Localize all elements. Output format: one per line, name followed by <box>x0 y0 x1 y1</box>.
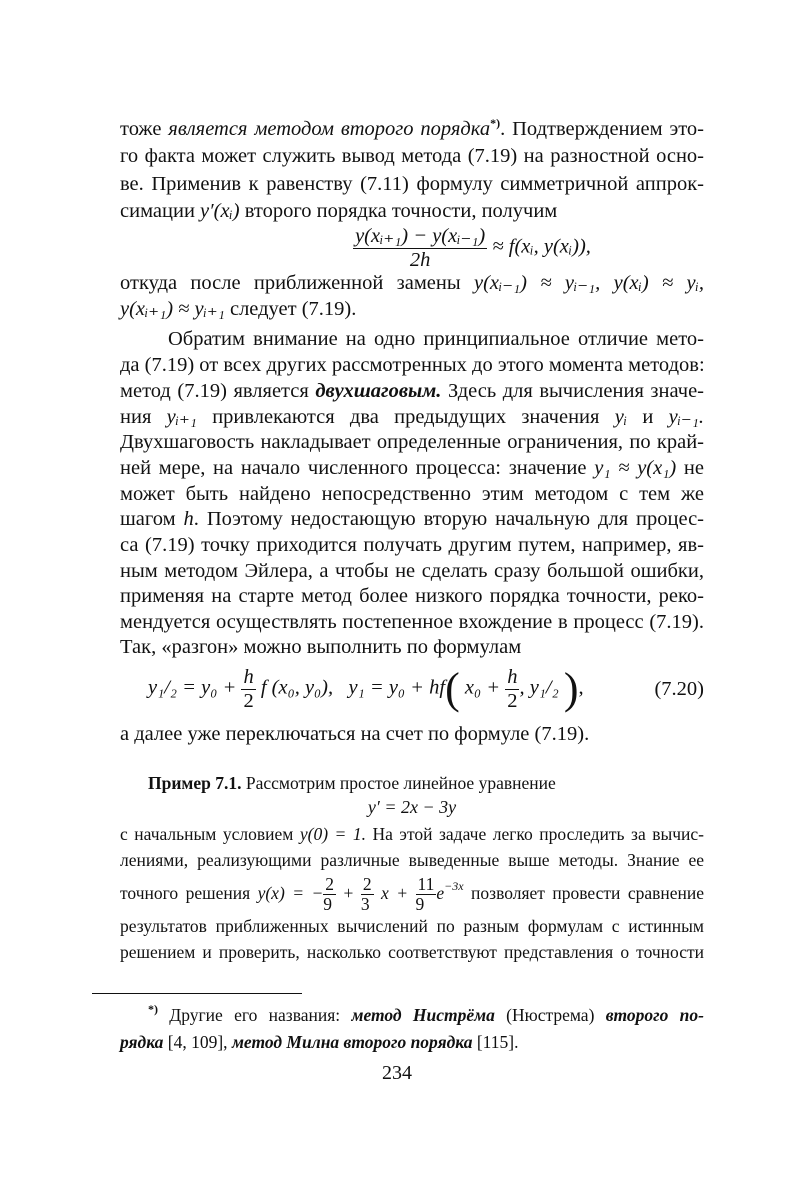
fraction <box>353 226 487 270</box>
math: y(xᵢ) ≈ yᵢ, <box>613 272 705 294</box>
math: y₁/₂ = y₀ + <box>148 676 242 699</box>
text: с начальным условием <box>120 824 294 844</box>
text: ней мере, на начало численного процесса: значение <box>120 457 587 479</box>
text: второго порядка точности, получим <box>239 200 558 222</box>
text: и <box>642 406 654 428</box>
math: y(0) = 1. <box>299 824 366 844</box>
text-line <box>120 822 704 847</box>
math: y₁ = y₀ + hf <box>348 676 446 699</box>
text-line <box>120 271 704 296</box>
emphasis-text: метод Нистрёма <box>351 1005 495 1025</box>
emphasis-text: двухшаговым. <box>315 380 442 402</box>
text-line: ве. Применив к равенству (7.11) формулу симметричной аппрок- <box>120 173 704 195</box>
emphasis-text: второго по- <box>605 1005 704 1025</box>
math: y(xᵢ₊₁) ≈ yᵢ₊₁ <box>120 298 225 320</box>
math: ≈ f(xᵢ, y(xᵢ)), <box>487 235 591 258</box>
page-number: 234 <box>382 1062 412 1084</box>
text: позволяет провести сравнение <box>471 883 705 903</box>
equation-7-20-row <box>120 664 704 714</box>
math: yᵢ <box>614 406 628 428</box>
text-line: применяя на старте метод более низкого порядка точности, реко- <box>120 585 704 607</box>
text-line <box>120 405 704 430</box>
text: привлекаются два предыдущих значения <box>212 406 600 428</box>
text-line: да (7.19) от всех других рассмотренных до этого момента методов: <box>120 354 705 376</box>
math: f (x₀, y₀), <box>260 676 334 699</box>
math: e <box>436 883 445 903</box>
denominator: 9 <box>323 894 333 915</box>
emphasis-text: рядка <box>120 1032 164 1052</box>
exact-solution <box>257 873 464 915</box>
math: y₁ ≈ y(x₁) <box>594 457 677 479</box>
emphasis-text: метод Милна второго порядка <box>231 1032 473 1052</box>
text: следует (7.19). <box>224 298 357 320</box>
text: Другие его названия: <box>158 1005 352 1025</box>
fraction <box>415 873 437 915</box>
math: y′(xᵢ) <box>200 200 240 222</box>
math: y′ = 2x − 3y <box>367 797 457 817</box>
denominator: 2h <box>409 248 431 271</box>
text: Рассмотрим простое линейное уравнение <box>241 773 556 793</box>
text-line <box>120 873 705 915</box>
text: [115]. <box>472 1032 519 1052</box>
text: шагом <box>120 508 184 530</box>
text-line: са (7.19) точку приходится получать другим путем, например, яв- <box>120 534 704 556</box>
text: ния <box>120 406 152 428</box>
footnote-line <box>120 1030 704 1055</box>
text: тоже <box>120 118 169 140</box>
fraction <box>505 667 519 711</box>
left-paren: ( <box>445 664 460 713</box>
text-line <box>120 456 704 481</box>
equation-ode <box>120 798 704 818</box>
denominator: 2 <box>507 689 518 712</box>
text: не <box>683 457 704 479</box>
text: . Поэтому недостающую вторую начальную для процес- <box>193 508 704 530</box>
text-line: результатов приближенных вычислений по разным формулам с истинным <box>120 916 704 936</box>
footnote-ref: *) <box>490 116 501 130</box>
example-heading <box>148 771 732 796</box>
exponent: −3x <box>444 879 464 893</box>
text-line <box>120 297 704 322</box>
math: x₀ + <box>459 676 506 699</box>
text-line: решением и проверить, насколько соответствуют представления о точности <box>120 942 704 962</box>
text-line: Так, «разгон» можно выполнить по формулам <box>120 636 522 658</box>
denominator: 9 <box>415 894 425 915</box>
text: Здесь для вычисления значе- <box>441 380 704 402</box>
math: + <box>336 883 361 903</box>
math: , y₁/₂ <box>519 676 564 699</box>
footnote-line <box>120 1003 704 1028</box>
math: , <box>578 676 584 699</box>
emphasis-text: является методом второго порядка <box>168 118 491 140</box>
numerator: 11 <box>417 873 435 894</box>
text-line: Двухшаговость накладывает определенные ограничения, по край- <box>120 431 704 453</box>
text: метод (7.19) является <box>120 380 316 402</box>
denominator: 3 <box>360 894 370 915</box>
text-line: го факта может служить вывод метода (7.19) на разностной осно- <box>120 145 704 167</box>
right-paren: ) <box>563 664 579 713</box>
text: На этой задаче легко проследить за вычис- <box>372 824 705 844</box>
text-line <box>120 199 704 224</box>
math: y(x) = − <box>257 883 324 903</box>
equation-difference <box>180 226 764 270</box>
text-line: Обратим внимание на одно принципиальное отличие мето- <box>168 328 704 350</box>
footnote-divider <box>92 993 302 994</box>
math: h <box>183 508 194 530</box>
text: точного решения <box>120 883 251 903</box>
example-title: Пример 7.1. <box>148 773 242 793</box>
text: . Подтверждением это- <box>500 118 705 140</box>
math: y(xᵢ₋₁) ≈ yᵢ₋₁, <box>473 272 601 294</box>
text-line: мендуется осуществлять постепенное вхождение в процесс (7.19). <box>120 611 704 633</box>
denominator: 2 <box>243 689 254 712</box>
math: yᵢ₊₁ <box>166 406 197 428</box>
equation-7-20 <box>120 664 584 713</box>
fraction <box>241 667 255 711</box>
numerator: h <box>243 666 254 688</box>
fraction <box>360 873 374 915</box>
text-line: лениями, реализующими различные выведенные выше методы. Знание ее <box>120 850 704 870</box>
text: [4, 109], <box>163 1032 232 1052</box>
text-line: а далее уже переключаться на счет по формуле (7.19). <box>120 723 590 745</box>
text-line <box>120 507 704 532</box>
text-line <box>120 117 704 142</box>
footnote-mark: *) <box>148 1002 158 1016</box>
equation-number: (7.20) <box>654 677 704 700</box>
text-line <box>120 379 704 404</box>
text-line: ным методом Эйлера, а чтобы не сделать сразу большой ошибки, <box>120 560 704 582</box>
text: симации <box>120 200 201 222</box>
fraction <box>323 873 336 915</box>
numerator: y(xᵢ₊₁) − y(xᵢ₋₁) <box>355 225 486 247</box>
text: (Нюстрема) <box>494 1005 606 1025</box>
numerator: h <box>507 666 518 688</box>
math: yᵢ₋₁. <box>668 406 705 428</box>
numerator: 2 <box>362 873 372 894</box>
numerator: 2 <box>325 873 335 894</box>
text: откуда после приближенной замены <box>120 272 461 294</box>
text-line: может быть найдено непосредственно этим методом с тем же <box>120 483 704 505</box>
math: x + <box>373 883 416 903</box>
